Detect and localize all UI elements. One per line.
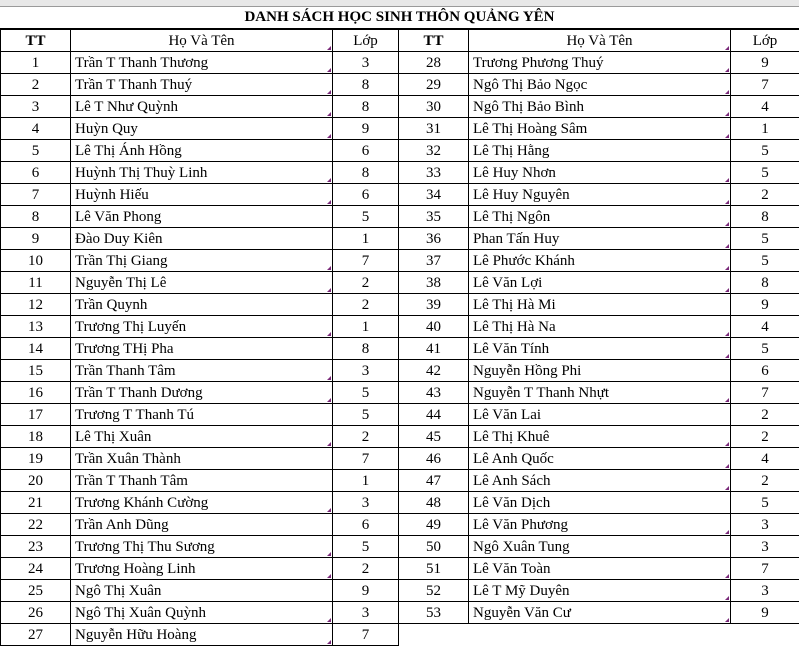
left-lop-cell[interactable]: 9 xyxy=(333,580,399,602)
right-lop-cell[interactable]: 4 xyxy=(731,448,799,470)
left-name-cell[interactable]: Trần T Thanh Thuý xyxy=(71,74,333,96)
left-tt-cell[interactable]: 14 xyxy=(1,338,71,360)
left-name-cell[interactable]: Huỳn Quy xyxy=(71,118,333,140)
left-tt-cell[interactable]: 19 xyxy=(1,448,71,470)
left-name-cell[interactable]: Lê Thị Ánh Hồng xyxy=(71,140,333,162)
right-lop-cell[interactable]: 9 xyxy=(731,602,799,624)
left-tt-cell[interactable]: 27 xyxy=(1,624,71,646)
empty-cell[interactable] xyxy=(469,624,731,646)
left-tt-cell[interactable]: 16 xyxy=(1,382,71,404)
right-name-cell[interactable]: Trương Phương Thuý xyxy=(469,52,731,74)
left-lop-cell[interactable]: 7 xyxy=(333,448,399,470)
left-lop-cell[interactable]: 3 xyxy=(333,360,399,382)
left-lop-cell[interactable]: 3 xyxy=(333,52,399,74)
right-tt-cell[interactable]: 34 xyxy=(399,184,469,206)
table-row xyxy=(1,118,799,140)
empty-cell[interactable] xyxy=(399,624,469,646)
table-row xyxy=(1,294,799,316)
right-name-cell[interactable]: Lê T Mỹ Duyên xyxy=(469,580,731,602)
left-name-cell[interactable]: Trương THị Pha xyxy=(71,338,333,360)
right-name-cell[interactable]: Lê Văn Dịch xyxy=(469,492,731,514)
left-lop-cell[interactable]: 8 xyxy=(333,96,399,118)
left-lop-cell[interactable]: 3 xyxy=(333,492,399,514)
right-tt-cell[interactable]: 39 xyxy=(399,294,469,316)
table-row xyxy=(1,140,799,162)
right-lop-cell[interactable]: 5 xyxy=(731,250,799,272)
right-lop-cell[interactable]: 9 xyxy=(731,294,799,316)
left-tt-cell[interactable]: 24 xyxy=(1,558,71,580)
right-lop-cell[interactable]: 8 xyxy=(731,206,799,228)
table-row xyxy=(1,96,799,118)
right-tt-cell[interactable]: 47 xyxy=(399,470,469,492)
left-name-cell[interactable]: Nguyễn Hữu Hoàng xyxy=(71,624,333,646)
right-tt-cell[interactable]: 37 xyxy=(399,250,469,272)
table-row xyxy=(1,426,799,448)
table-row xyxy=(1,558,799,580)
right-tt-cell[interactable]: 38 xyxy=(399,272,469,294)
table-row xyxy=(1,316,799,338)
table-row xyxy=(1,404,799,426)
right-tt-cell[interactable]: 30 xyxy=(399,96,469,118)
left-name-cell[interactable]: Huỳnh Thị Thuỳ Linh xyxy=(71,162,333,184)
left-name-cell[interactable]: Lê Thị Xuân xyxy=(71,426,333,448)
left-lop-cell[interactable]: 1 xyxy=(333,470,399,492)
left-tt-cell[interactable]: 5 xyxy=(1,140,71,162)
left-lop-cell[interactable]: 6 xyxy=(333,140,399,162)
left-name-cell[interactable]: Huỳnh Hiếu xyxy=(71,184,333,206)
right-name-cell[interactable]: Lê Anh Quốc xyxy=(469,448,731,470)
right-tt-cell[interactable]: 28 xyxy=(399,52,469,74)
right-tt-cell[interactable]: 31 xyxy=(399,118,469,140)
table-row xyxy=(1,624,799,646)
header-name-left[interactable]: Họ Và Tên xyxy=(71,30,333,52)
right-name-cell[interactable]: Lê Văn Tính xyxy=(469,338,731,360)
left-tt-cell[interactable]: 15 xyxy=(1,360,71,382)
right-lop-cell[interactable]: 3 xyxy=(731,514,799,536)
left-tt-cell[interactable]: 25 xyxy=(1,580,71,602)
table-row xyxy=(1,580,799,602)
right-name-cell[interactable]: Nguyễn Văn Cư xyxy=(469,602,731,624)
right-lop-cell[interactable]: 5 xyxy=(731,492,799,514)
right-tt-cell[interactable]: 42 xyxy=(399,360,469,382)
right-tt-cell[interactable]: 29 xyxy=(399,74,469,96)
right-tt-cell[interactable]: 36 xyxy=(399,228,469,250)
left-lop-cell[interactable]: 5 xyxy=(333,536,399,558)
right-name-cell[interactable]: Lê Thị Hoàng Sâm xyxy=(469,118,731,140)
right-lop-cell[interactable]: 2 xyxy=(731,184,799,206)
student-table xyxy=(0,29,799,646)
right-tt-cell[interactable]: 53 xyxy=(399,602,469,624)
left-tt-cell[interactable]: 23 xyxy=(1,536,71,558)
left-lop-cell[interactable]: 7 xyxy=(333,250,399,272)
right-lop-cell[interactable]: 7 xyxy=(731,74,799,96)
left-tt-cell[interactable]: 7 xyxy=(1,184,71,206)
left-tt-cell[interactable]: 11 xyxy=(1,272,71,294)
left-tt-cell[interactable]: 17 xyxy=(1,404,71,426)
left-name-cell[interactable]: Trần T Thanh Tâm xyxy=(71,470,333,492)
left-tt-cell[interactable]: 8 xyxy=(1,206,71,228)
empty-cell[interactable] xyxy=(731,624,799,646)
left-tt-cell[interactable]: 1 xyxy=(1,52,71,74)
left-tt-cell[interactable]: 6 xyxy=(1,162,71,184)
left-lop-cell[interactable]: 5 xyxy=(333,206,399,228)
table-row xyxy=(1,184,799,206)
left-tt-cell[interactable]: 22 xyxy=(1,514,71,536)
left-lop-cell[interactable]: 6 xyxy=(333,514,399,536)
left-name-cell[interactable]: Trần Quynh xyxy=(71,294,333,316)
table-row xyxy=(1,206,799,228)
right-lop-cell[interactable]: 2 xyxy=(731,404,799,426)
right-lop-cell[interactable]: 3 xyxy=(731,536,799,558)
left-name-cell[interactable]: Trần T Thanh Dương xyxy=(71,382,333,404)
left-name-cell[interactable]: Trương Khánh Cường xyxy=(71,492,333,514)
left-lop-cell[interactable]: 8 xyxy=(333,338,399,360)
right-tt-cell[interactable]: 51 xyxy=(399,558,469,580)
table-row xyxy=(1,514,799,536)
right-name-cell[interactable]: Lê Anh Sách xyxy=(469,470,731,492)
table-row xyxy=(1,492,799,514)
right-tt-cell[interactable]: 45 xyxy=(399,426,469,448)
right-tt-cell[interactable]: 52 xyxy=(399,580,469,602)
header-row xyxy=(1,30,799,52)
left-tt-cell[interactable]: 3 xyxy=(1,96,71,118)
right-lop-cell[interactable]: 4 xyxy=(731,316,799,338)
right-lop-cell[interactable]: 2 xyxy=(731,426,799,448)
right-name-cell[interactable]: Lê Văn Phương xyxy=(469,514,731,536)
left-name-cell[interactable]: Trần Xuân Thành xyxy=(71,448,333,470)
table-row xyxy=(1,360,799,382)
right-tt-cell[interactable]: 40 xyxy=(399,316,469,338)
right-name-cell[interactable]: Lê Phước Khánh xyxy=(469,250,731,272)
left-name-cell[interactable]: Trần T Thanh Thương xyxy=(71,52,333,74)
right-tt-cell[interactable]: 41 xyxy=(399,338,469,360)
right-name-cell[interactable]: Ngô Thị Bảo Ngọc xyxy=(469,74,731,96)
table-row xyxy=(1,470,799,492)
right-lop-cell[interactable]: 7 xyxy=(731,382,799,404)
left-lop-cell[interactable]: 2 xyxy=(333,426,399,448)
sheet-title[interactable]: DANH SÁCH HỌC SINH THÔN QUẢNG YÊN xyxy=(0,6,799,29)
right-name-cell[interactable]: Lê Thị Hằng xyxy=(469,140,731,162)
right-name-cell[interactable]: Lê Thị Khuê xyxy=(469,426,731,448)
left-name-cell[interactable]: Trương Thị Thu Sương xyxy=(71,536,333,558)
header-name-right[interactable]: Họ Và Tên xyxy=(469,30,731,52)
header-lop-left[interactable]: Lớp xyxy=(333,30,399,52)
left-name-cell[interactable]: Trương Thị Luyến xyxy=(71,316,333,338)
left-lop-cell[interactable]: 9 xyxy=(333,118,399,140)
left-tt-cell[interactable]: 26 xyxy=(1,602,71,624)
right-lop-cell[interactable]: 4 xyxy=(731,96,799,118)
right-lop-cell[interactable]: 5 xyxy=(731,228,799,250)
right-name-cell[interactable]: Nguyễn T Thanh Nhựt xyxy=(469,382,731,404)
right-name-cell[interactable]: Lê Văn Lợi xyxy=(469,272,731,294)
table-row xyxy=(1,250,799,272)
left-lop-cell[interactable]: 3 xyxy=(333,602,399,624)
left-lop-cell[interactable]: 2 xyxy=(333,294,399,316)
table-row xyxy=(1,74,799,96)
right-name-cell[interactable]: Lê Thị Hà Na xyxy=(469,316,731,338)
right-lop-cell[interactable]: 3 xyxy=(731,580,799,602)
left-tt-cell[interactable]: 12 xyxy=(1,294,71,316)
right-tt-cell[interactable]: 46 xyxy=(399,448,469,470)
left-lop-cell[interactable]: 1 xyxy=(333,316,399,338)
left-name-cell[interactable]: Trần Thị Giang xyxy=(71,250,333,272)
right-name-cell[interactable]: Nguyễn Hồng Phi xyxy=(469,360,731,382)
header-tt-right[interactable]: TT xyxy=(399,30,469,52)
right-name-cell[interactable]: Ngô Thị Bảo Bình xyxy=(469,96,731,118)
left-lop-cell[interactable]: 2 xyxy=(333,558,399,580)
right-name-cell[interactable]: Lê Huy Nhơn xyxy=(469,162,731,184)
table-row xyxy=(1,448,799,470)
left-lop-cell[interactable]: 8 xyxy=(333,74,399,96)
table-row xyxy=(1,536,799,558)
right-lop-cell[interactable]: 9 xyxy=(731,52,799,74)
right-name-cell[interactable]: Ngô Xuân Tung xyxy=(469,536,731,558)
left-lop-cell[interactable]: 7 xyxy=(333,624,399,646)
left-lop-cell[interactable]: 1 xyxy=(333,228,399,250)
right-lop-cell[interactable]: 8 xyxy=(731,272,799,294)
left-name-cell[interactable]: Nguyễn Thị Lê xyxy=(71,272,333,294)
right-lop-cell[interactable]: 5 xyxy=(731,338,799,360)
header-tt-left[interactable]: TT xyxy=(1,30,71,52)
right-name-cell[interactable]: Lê Thị Hà Mi xyxy=(469,294,731,316)
left-name-cell[interactable]: Trương T Thanh Tú xyxy=(71,404,333,426)
left-tt-cell[interactable]: 4 xyxy=(1,118,71,140)
table-row xyxy=(1,382,799,404)
left-lop-cell[interactable]: 6 xyxy=(333,184,399,206)
right-tt-cell[interactable]: 35 xyxy=(399,206,469,228)
left-name-cell[interactable]: Ngô Thị Xuân Quỳnh xyxy=(71,602,333,624)
left-lop-cell[interactable]: 5 xyxy=(333,404,399,426)
right-tt-cell[interactable]: 32 xyxy=(399,140,469,162)
table-row xyxy=(1,162,799,184)
table-row xyxy=(1,272,799,294)
table-row xyxy=(1,228,799,250)
left-name-cell[interactable]: Lê T Như Quỳnh xyxy=(71,96,333,118)
left-name-cell[interactable]: Trần Anh Dũng xyxy=(71,514,333,536)
table-row xyxy=(1,602,799,624)
right-lop-cell[interactable]: 5 xyxy=(731,162,799,184)
left-lop-cell[interactable]: 2 xyxy=(333,272,399,294)
left-name-cell[interactable]: Lê Văn Phong xyxy=(71,206,333,228)
right-name-cell[interactable]: Lê Văn Lai xyxy=(469,404,731,426)
right-lop-cell[interactable]: 2 xyxy=(731,470,799,492)
right-name-cell[interactable]: Lê Huy Nguyên xyxy=(469,184,731,206)
right-lop-cell[interactable]: 6 xyxy=(731,360,799,382)
left-tt-cell[interactable]: 2 xyxy=(1,74,71,96)
left-name-cell[interactable]: Đào Duy Kiên xyxy=(71,228,333,250)
right-name-cell[interactable]: Lê Thị Ngôn xyxy=(469,206,731,228)
right-name-cell[interactable]: Lê Văn Toàn xyxy=(469,558,731,580)
table-row xyxy=(1,338,799,360)
header-lop-right[interactable]: Lớp xyxy=(731,30,799,52)
left-tt-cell[interactable]: 13 xyxy=(1,316,71,338)
right-tt-cell[interactable]: 43 xyxy=(399,382,469,404)
left-name-cell[interactable]: Trần Thanh Tâm xyxy=(71,360,333,382)
right-lop-cell[interactable]: 1 xyxy=(731,118,799,140)
right-name-cell[interactable]: Phan Tấn Huy xyxy=(469,228,731,250)
left-lop-cell[interactable]: 5 xyxy=(333,382,399,404)
right-tt-cell[interactable]: 33 xyxy=(399,162,469,184)
left-name-cell[interactable]: Trương Hoàng Linh xyxy=(71,558,333,580)
right-lop-cell[interactable]: 5 xyxy=(731,140,799,162)
left-tt-cell[interactable]: 20 xyxy=(1,470,71,492)
left-tt-cell[interactable]: 18 xyxy=(1,426,71,448)
right-tt-cell[interactable]: 44 xyxy=(399,404,469,426)
left-lop-cell[interactable]: 8 xyxy=(333,162,399,184)
right-tt-cell[interactable]: 48 xyxy=(399,492,469,514)
left-tt-cell[interactable]: 21 xyxy=(1,492,71,514)
table-row xyxy=(1,52,799,74)
right-tt-cell[interactable]: 50 xyxy=(399,536,469,558)
left-tt-cell[interactable]: 9 xyxy=(1,228,71,250)
left-tt-cell[interactable]: 10 xyxy=(1,250,71,272)
left-name-cell[interactable]: Ngô Thị Xuân xyxy=(71,580,333,602)
right-lop-cell[interactable]: 7 xyxy=(731,558,799,580)
right-tt-cell[interactable]: 49 xyxy=(399,514,469,536)
